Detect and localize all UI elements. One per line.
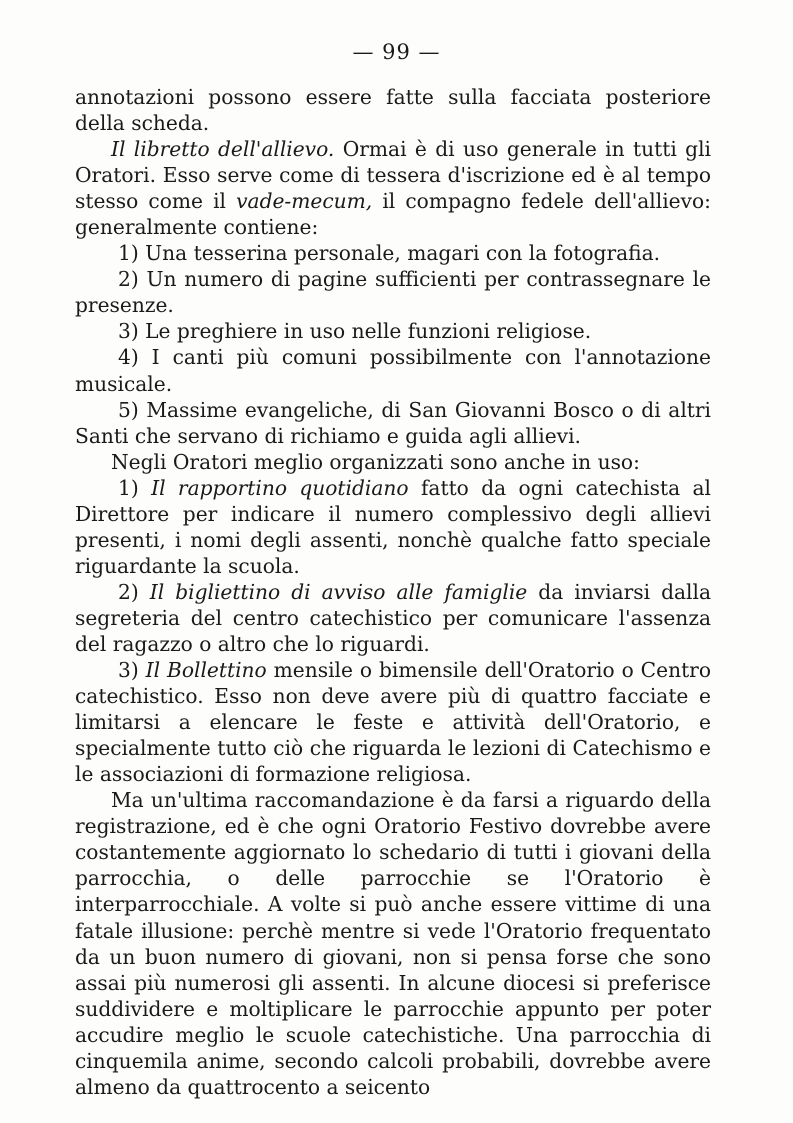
heading-libretto: Il libretto dell'allievo. xyxy=(111,137,335,162)
list-item-bollettino: 3) Il Bollettino mensile o bimensile dell'Oratorio o Centro catechistico. Esso non deve avere più di quattro facciate e limitarsi a elencare le feste e attività dell'Oratorio, e specialmente tutto ciò che riguarda le lezioni di Catechismo e le associazioni di formazione religiosa. xyxy=(75,658,711,787)
body-text xyxy=(75,84,711,1100)
list-item: 4) I canti più comuni possibilmente con l'annotazione musicale. xyxy=(75,345,711,396)
paragraph-registrazione: Ma un'ultima raccomandazione è da farsi a riguardo della registrazione, ed è che ogni Oratorio Festivo dovrebbe avere costantemente aggiornato lo schedario di tutti i giovani della parrocchia, o delle parrocchie se l'Oratorio è interparrocchiale. A volte si può anche essere vittime di una fatale illusione: perchè mentre si vede l'Oratorio frequentato da un buon numero di giovani, non si pensa forse che sono assai più numerosi gli assenti. In alcune diocesi si preferisce suddividere e moltiplicare le parrocchie appunto per poter accudire meglio le scuole catechistiche. Una parrocchia di cinquemila anime, secondo calcoli probabili, dovrebbe avere almeno da quattrocento a seicento xyxy=(75,788,711,1099)
page-number: — 99 — xyxy=(352,40,441,64)
term-bigliettino: Il bigliettino di avviso alle famiglie xyxy=(149,579,528,604)
list-item: 3) Le preghiere in uso nelle funzioni religiose. xyxy=(118,319,592,344)
list-item: 2) Un numero di pagine sufficienti per contrassegnare le presenze. xyxy=(75,267,711,318)
list-item-bigliettino: 2) Il bigliettino di avviso alle famiglie da inviarsi dalla segreteria del centro catechistico per comunicare l'assenza del ragazzo o altro che lo riguardi. xyxy=(75,579,711,656)
term-bollettino: Il Bollettino xyxy=(145,658,267,683)
list-item: 1) Una tesserina personale, magari con la fotografia. xyxy=(118,241,661,266)
paragraph-intro-uso: Negli Oratori meglio organizzati sono anche in uso: xyxy=(111,449,640,474)
paragraph-libretto: Il libretto dell'allievo. Ormai è di uso generale in tutti gli Oratori. Esso serve come di tessera d'iscrizione ed è al tempo stesso come il vade-mecum, il compagno fedele dell'allievo: generalmente contiene: xyxy=(75,137,711,240)
term-vade-mecum: vade-mecum, xyxy=(236,189,373,214)
term-rapportino: Il rapportino quotidiano xyxy=(151,475,409,500)
paragraph-continuation: annotazioni possono essere fatte sulla facciata posteriore della scheda. xyxy=(75,85,711,136)
list-item-rapportino: 1) Il rapportino quotidiano fatto da ogni catechista al Direttore per indicare il numero complessivo degli allievi presenti, i nomi degli assenti, nonchè qualche fatto speciale riguardante la scuola. xyxy=(75,475,712,578)
list-item: 5) Massime evangeliche, di San Giovanni Bosco o di altri Santi che servano di richiamo e guida agli allievi. xyxy=(75,397,711,448)
